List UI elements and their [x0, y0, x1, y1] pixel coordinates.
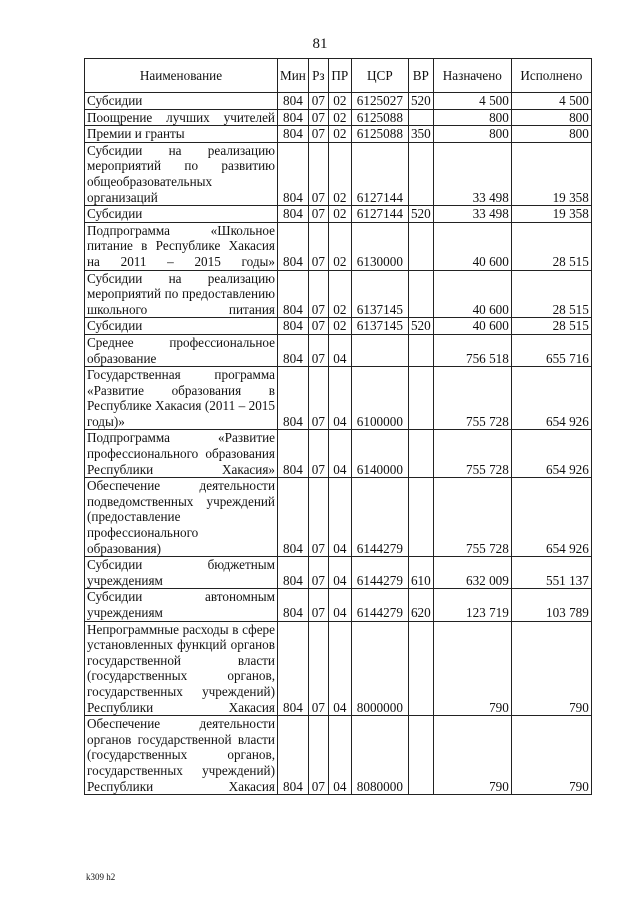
- row-rz: 07: [308, 716, 328, 795]
- row-pr: 04: [328, 334, 351, 366]
- footer-code: k309 h2: [86, 872, 116, 882]
- row-vr: [408, 367, 433, 430]
- row-pr: 04: [328, 478, 351, 557]
- row-rz: 07: [308, 109, 328, 126]
- row-csr: 8000000: [351, 621, 408, 716]
- header-csr: ЦСР: [351, 59, 408, 93]
- row-name: Непрограммные расходы в сфере установленных функций органов государственной власти (государственных органов, государственных учреждений) Республики Хакасия: [85, 621, 278, 716]
- table-row: [85, 270, 592, 318]
- header-assigned: Назначено: [433, 59, 511, 93]
- row-name: Поощрение лучших учителей: [85, 109, 278, 126]
- table-row: [85, 716, 592, 795]
- row-pr: 04: [328, 557, 351, 589]
- row-pr: 02: [328, 109, 351, 126]
- header-pr: ПР: [328, 59, 351, 93]
- row-csr: 8080000: [351, 716, 408, 795]
- row-min: 804: [278, 93, 309, 110]
- table-row: [85, 93, 592, 110]
- row-executed: 551 137: [511, 557, 591, 589]
- table-row: [85, 589, 592, 621]
- row-pr: 02: [328, 270, 351, 318]
- row-executed: 28 515: [511, 270, 591, 318]
- row-executed: 790: [511, 716, 591, 795]
- row-vr: [408, 334, 433, 366]
- row-rz: 07: [308, 367, 328, 430]
- row-csr: 6125088: [351, 126, 408, 143]
- row-rz: 07: [308, 206, 328, 223]
- header-executed: Исполнено: [511, 59, 591, 93]
- row-pr: 04: [328, 589, 351, 621]
- row-assigned: 755 728: [433, 367, 511, 430]
- row-assigned: 756 518: [433, 334, 511, 366]
- row-name: Обеспечение деятельности подведомственных учреждений (предоставление профессионального образования): [85, 478, 278, 557]
- row-executed: 800: [511, 126, 591, 143]
- row-name: Среднее профессиональное образование: [85, 334, 278, 366]
- row-executed: 4 500: [511, 93, 591, 110]
- row-pr: 04: [328, 430, 351, 478]
- row-min: 804: [278, 621, 309, 716]
- row-rz: 07: [308, 621, 328, 716]
- row-executed: 19 358: [511, 142, 591, 205]
- row-min: 804: [278, 589, 309, 621]
- row-executed: 655 716: [511, 334, 591, 366]
- table-row: [85, 318, 592, 335]
- row-vr: [408, 621, 433, 716]
- row-name: Субсидии: [85, 206, 278, 223]
- row-min: 804: [278, 430, 309, 478]
- table-row: [85, 142, 592, 205]
- row-min: 804: [278, 334, 309, 366]
- row-rz: 07: [308, 142, 328, 205]
- row-min: 804: [278, 478, 309, 557]
- row-min: 804: [278, 109, 309, 126]
- row-assigned: 40 600: [433, 222, 511, 270]
- table-row: [85, 206, 592, 223]
- row-vr: 620: [408, 589, 433, 621]
- row-assigned: 800: [433, 126, 511, 143]
- row-assigned: 40 600: [433, 270, 511, 318]
- row-name: Подпрограмма «Развитие профессионального образования Республики Хакасия»: [85, 430, 278, 478]
- row-csr: 6125027: [351, 93, 408, 110]
- row-name: Подпрограмма «Школьное питание в Республике Хакасия на 2011 – 2015 годы»: [85, 222, 278, 270]
- row-pr: 02: [328, 93, 351, 110]
- header-vr: ВР: [408, 59, 433, 93]
- row-vr: 610: [408, 557, 433, 589]
- row-rz: 07: [308, 126, 328, 143]
- row-assigned: 755 728: [433, 478, 511, 557]
- table-row: [85, 557, 592, 589]
- table-row: [85, 430, 592, 478]
- row-vr: 520: [408, 206, 433, 223]
- header-name: Наименование: [85, 59, 278, 93]
- row-executed: 103 789: [511, 589, 591, 621]
- row-csr: 6144279: [351, 557, 408, 589]
- table-row: [85, 109, 592, 126]
- row-rz: 07: [308, 222, 328, 270]
- table-row: [85, 478, 592, 557]
- row-min: 804: [278, 367, 309, 430]
- row-vr: 520: [408, 318, 433, 335]
- row-assigned: 632 009: [433, 557, 511, 589]
- row-min: 804: [278, 716, 309, 795]
- row-name: Субсидии на реализацию мероприятий по предоставлению школьного питания: [85, 270, 278, 318]
- row-pr: 02: [328, 126, 351, 143]
- row-min: 804: [278, 318, 309, 335]
- row-rz: 07: [308, 93, 328, 110]
- row-csr: 6144279: [351, 589, 408, 621]
- row-rz: 07: [308, 557, 328, 589]
- row-executed: 654 926: [511, 478, 591, 557]
- row-vr: [408, 716, 433, 795]
- row-vr: [408, 109, 433, 126]
- row-name: Государственная программа «Развитие образования в Республике Хакасия (2011 – 2015 годы)»: [85, 367, 278, 430]
- row-name: Субсидии автономным учреждениям: [85, 589, 278, 621]
- row-rz: 07: [308, 589, 328, 621]
- row-vr: [408, 430, 433, 478]
- row-rz: 07: [308, 318, 328, 335]
- row-name: Субсидии на реализацию мероприятий по развитию общеобразовательных организаций: [85, 142, 278, 205]
- row-vr: 520: [408, 93, 433, 110]
- row-executed: 19 358: [511, 206, 591, 223]
- row-rz: 07: [308, 478, 328, 557]
- row-min: 804: [278, 222, 309, 270]
- row-vr: [408, 478, 433, 557]
- row-rz: 07: [308, 430, 328, 478]
- header-min: Мин: [278, 59, 309, 93]
- row-pr: 02: [328, 318, 351, 335]
- row-executed: 654 926: [511, 367, 591, 430]
- row-executed: 654 926: [511, 430, 591, 478]
- table-row: [85, 126, 592, 143]
- row-name: Субсидии бюджетным учреждениям: [85, 557, 278, 589]
- row-vr: [408, 222, 433, 270]
- row-assigned: 40 600: [433, 318, 511, 335]
- row-vr: 350: [408, 126, 433, 143]
- row-vr: [408, 270, 433, 318]
- row-min: 804: [278, 142, 309, 205]
- row-assigned: 4 500: [433, 93, 511, 110]
- row-pr: 02: [328, 206, 351, 223]
- table-row: [85, 222, 592, 270]
- row-name: Обеспечение деятельности органов государственной власти (государственных органов, государственных учреждений) Республики Хакасия: [85, 716, 278, 795]
- table-row: [85, 621, 592, 716]
- row-assigned: 123 719: [433, 589, 511, 621]
- budget-table: [84, 58, 592, 795]
- row-csr: 6140000: [351, 430, 408, 478]
- row-rz: 07: [308, 270, 328, 318]
- row-assigned: 790: [433, 621, 511, 716]
- row-pr: 04: [328, 716, 351, 795]
- row-name: Субсидии: [85, 318, 278, 335]
- row-csr: 6137145: [351, 270, 408, 318]
- row-csr: 6127144: [351, 206, 408, 223]
- table-row: [85, 334, 592, 366]
- row-name: Премии и гранты: [85, 126, 278, 143]
- row-csr: 6130000: [351, 222, 408, 270]
- row-min: 804: [278, 206, 309, 223]
- row-assigned: 33 498: [433, 206, 511, 223]
- row-min: 804: [278, 126, 309, 143]
- row-assigned: 33 498: [433, 142, 511, 205]
- row-vr: [408, 142, 433, 205]
- row-csr: 6137145: [351, 318, 408, 335]
- row-executed: 28 515: [511, 318, 591, 335]
- row-csr: 6125088: [351, 109, 408, 126]
- row-assigned: 800: [433, 109, 511, 126]
- row-executed: 790: [511, 621, 591, 716]
- row-min: 804: [278, 270, 309, 318]
- row-rz: 07: [308, 334, 328, 366]
- row-csr: 6144279: [351, 478, 408, 557]
- row-assigned: 790: [433, 716, 511, 795]
- row-name: Субсидии: [85, 93, 278, 110]
- row-csr: 6127144: [351, 142, 408, 205]
- row-pr: 04: [328, 367, 351, 430]
- row-min: 804: [278, 557, 309, 589]
- page-number: 81: [312, 36, 328, 52]
- row-pr: 02: [328, 222, 351, 270]
- row-pr: 04: [328, 621, 351, 716]
- row-csr: 6100000: [351, 367, 408, 430]
- table-row: [85, 367, 592, 430]
- header-rz: Рз: [308, 59, 328, 93]
- row-csr: [351, 334, 408, 366]
- row-pr: 02: [328, 142, 351, 205]
- row-executed: 28 515: [511, 222, 591, 270]
- row-assigned: 755 728: [433, 430, 511, 478]
- table-header-row: [85, 59, 592, 93]
- row-executed: 800: [511, 109, 591, 126]
